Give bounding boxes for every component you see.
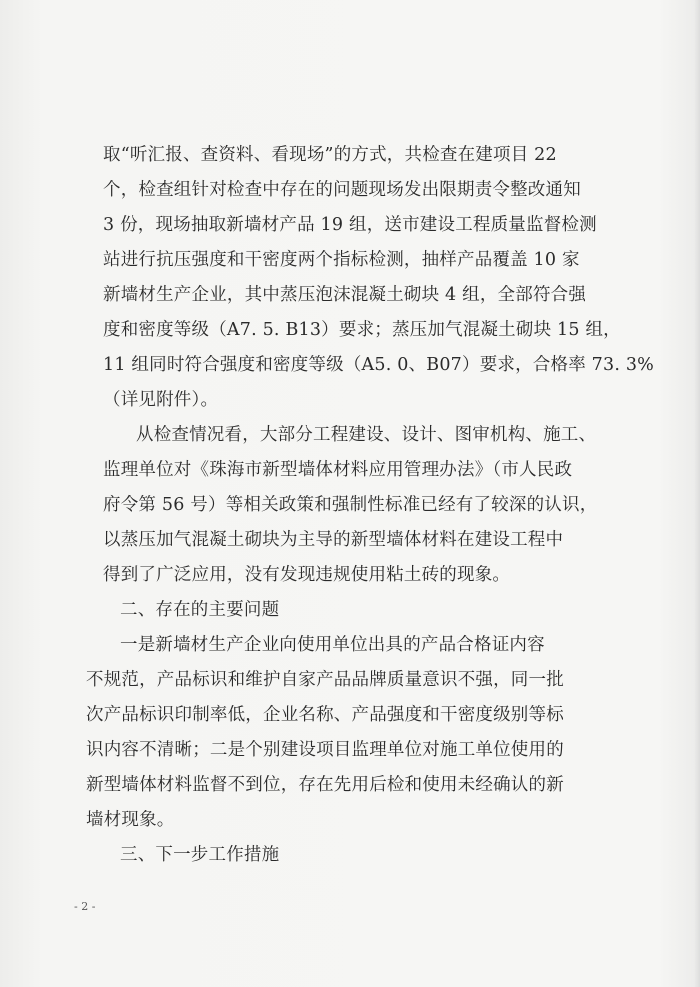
text-line [0, 350, 700, 380]
text-line [0, 140, 700, 170]
text-line-content: 以蒸压加气混凝土砌块为主导的新型墙体材料在建设工程中 [103, 530, 564, 550]
text-line [0, 770, 700, 800]
text-line-content: 一是新墙材生产企业向使用单位出具的产品合格证内容 [120, 635, 545, 655]
text-line-content: 府令第 56 号）等相关政策和强制性标准已经有了较深的认识， [103, 495, 598, 515]
text-line [0, 735, 700, 765]
text-line-content: 个，检查组针对检查中存在的问题现场发出限期责令整改通知 [103, 180, 581, 200]
text-line [0, 490, 700, 520]
text-line [0, 700, 700, 730]
text-line [0, 630, 700, 660]
text-line-content: 监理单位对《珠海市新型墙体材料应用管理办法》（市人民政 [103, 460, 573, 480]
text-line-content: 新墙材生产企业，其中蒸压泡沫混凝土砌块 4 组，全部符合强 [103, 285, 587, 305]
text-line [0, 420, 700, 450]
text-line [0, 315, 700, 345]
section-heading-text: 二、存在的主要问题 [120, 600, 280, 620]
text-line [0, 805, 700, 835]
text-line [0, 525, 700, 555]
text-line-content: 3 份，现场抽取新墙材产品 19 组，送市建设工程质量监督检测 [103, 215, 597, 235]
text-line [0, 175, 700, 205]
text-line-content: 次产品标识印制率低，企业名称、产品强度和干密度级别等标 [86, 705, 564, 725]
text-line-content: 11 组同时符合强度和密度等级（A5. 0、B07）要求，合格率 73. 3% [103, 355, 655, 375]
text-line [0, 245, 700, 275]
text-line [0, 560, 700, 590]
scan-edge [694, 0, 700, 987]
text-line-content: 取“听汇报、查资料、看现场”的方式，共检查在建项目 22 [103, 145, 557, 165]
text-line-content: （详见附件）。 [103, 390, 219, 410]
text-line [0, 455, 700, 485]
section-heading [0, 840, 700, 870]
text-line-content: 从检查情况看，大部分工程建设、设计、图审机构、施工、 [136, 425, 597, 445]
text-line [0, 385, 700, 415]
text-line-content: 站进行抗压强度和干密度两个指标检测，抽样产品覆盖 10 家 [103, 250, 580, 270]
text-line-content: 不规范，产品标识和维护自家产品品牌质量意识不强，同一批 [86, 670, 564, 690]
page-number: - 2 - [74, 900, 96, 913]
text-line-content: 度和密度等级（A7. 5. B13）要求；蒸压加气混凝土砌块 15 组， [103, 320, 621, 340]
text-line [0, 280, 700, 310]
text-line [0, 665, 700, 695]
text-line-content: 得到了广泛应用，没有发现违规使用粘土砖的现象。 [103, 565, 511, 585]
text-line-content: 新型墙体材料监督不到位，存在先用后检和使用未经确认的新 [86, 775, 564, 795]
section-heading-text: 三、下一步工作措施 [120, 845, 280, 865]
section-heading [0, 595, 700, 625]
text-line [0, 210, 700, 240]
text-line-content: 墙材现象。 [86, 810, 175, 830]
text-line-content: 识内容不清晰；二是个别建设项目监理单位对施工单位使用的 [86, 740, 564, 760]
